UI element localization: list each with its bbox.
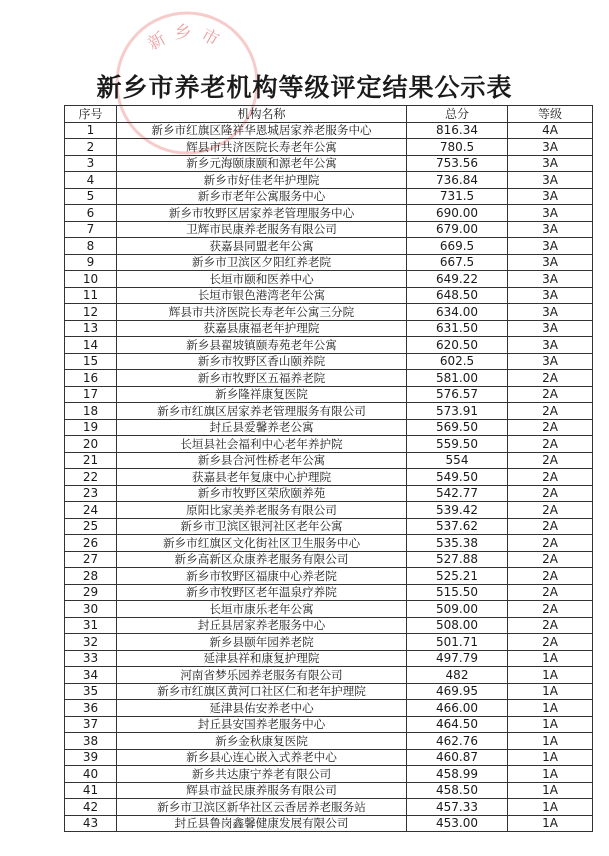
row-number: 35 [65,683,117,700]
total-score: 634.00 [407,304,508,321]
grade-level: 2A [508,452,593,469]
row-number: 34 [65,667,117,684]
table-row [65,683,593,700]
total-score: 816.34 [407,122,508,139]
total-score: 690.00 [407,205,508,222]
total-score: 559.50 [407,436,508,453]
grade-level: 1A [508,766,593,783]
table-row [65,320,593,337]
institution-name: 新乡市红旗区黄河口社区仁和老年护理院 [117,683,407,700]
row-number: 37 [65,716,117,733]
institution-name: 长垣市颐和医养中心 [117,271,407,288]
row-number: 18 [65,403,117,420]
row-number: 23 [65,485,117,502]
institution-name: 卫辉市民康养老服务有限公司 [117,221,407,238]
table-row [65,568,593,585]
institution-name: 新乡隆祥康复医院 [117,386,407,403]
table-header-row [65,106,593,123]
row-number: 14 [65,337,117,354]
table-row [65,221,593,238]
grade-level: 2A [508,617,593,634]
row-number: 6 [65,205,117,222]
grade-level: 2A [508,419,593,436]
institution-name: 新乡市卫滨区夕阳红养老院 [117,254,407,271]
institution-name: 辉县市共济医院长寿老年公寓 [117,139,407,156]
row-number: 40 [65,766,117,783]
total-score: 497.79 [407,650,508,667]
page-title: 新乡市养老机构等级评定结果公示表 [96,73,513,102]
institution-name: 长垣市康乐老年公寓 [117,601,407,618]
institution-name: 河南省梦乐园养老服务有限公司 [117,667,407,684]
institution-name: 长垣县社会福利中心老年养护院 [117,436,407,453]
total-score: 542.77 [407,485,508,502]
table-row [65,452,593,469]
grade-level: 3A [508,172,593,189]
grade-level: 3A [508,205,593,222]
table-row [65,337,593,354]
total-score: 780.5 [407,139,508,156]
grade-level: 1A [508,733,593,750]
grade-level: 3A [508,254,593,271]
total-score: 469.95 [407,683,508,700]
table-row [65,634,593,651]
total-score: 460.87 [407,749,508,766]
total-score: 537.62 [407,518,508,535]
total-score: 458.99 [407,766,508,783]
row-number: 11 [65,287,117,304]
grade-level: 1A [508,815,593,832]
grade-level: 2A [508,485,593,502]
grade-level: 1A [508,749,593,766]
total-score: 535.38 [407,535,508,552]
institution-name: 延津县祥和康复护理院 [117,650,407,667]
grade-level: 2A [508,601,593,618]
total-score: 453.00 [407,815,508,832]
grade-level: 1A [508,700,593,717]
total-score: 620.50 [407,337,508,354]
table-row [65,716,593,733]
grade-level: 2A [508,551,593,568]
table-row [65,815,593,832]
table-row [65,667,593,684]
row-number: 10 [65,271,117,288]
institution-name: 新乡市牧野区福康中心养老院 [117,568,407,585]
table-row [65,551,593,568]
total-score: 631.50 [407,320,508,337]
institution-name: 新乡市牧野区荣欣颐养苑 [117,485,407,502]
total-score: 462.76 [407,733,508,750]
table-row [65,799,593,816]
row-number: 43 [65,815,117,832]
table-row [65,584,593,601]
table-row [65,502,593,519]
grade-level: 2A [508,403,593,420]
grade-level: 1A [508,782,593,799]
institution-name: 新乡市好佳老年护理院 [117,172,407,189]
row-number: 28 [65,568,117,585]
table-row [65,238,593,255]
seal-text: 新乡市 [144,23,230,55]
table-row [65,172,593,189]
total-score: 525.21 [407,568,508,585]
total-score: 731.5 [407,188,508,205]
total-score: 501.71 [407,634,508,651]
row-number: 22 [65,469,117,486]
total-score: 753.56 [407,155,508,172]
grade-level: 1A [508,716,593,733]
svg-text:新乡市 [145,23,229,55]
table-row [65,419,593,436]
table-row [65,700,593,717]
row-number: 3 [65,155,117,172]
table-row [65,271,593,288]
institution-name: 新乡共达康宁养老有限公司 [117,766,407,783]
row-number: 31 [65,617,117,634]
institution-name: 新乡县翟坡镇颐寿苑老年公寓 [117,337,407,354]
institution-name: 新乡高新区众康养老服务有限公司 [117,551,407,568]
institution-name: 新乡市卫滨区银河社区老年公寓 [117,518,407,535]
row-number: 4 [65,172,117,189]
table-row [65,749,593,766]
table-row [65,485,593,502]
total-score: 602.5 [407,353,508,370]
grade-level: 2A [508,518,593,535]
total-score: 679.00 [407,221,508,238]
table-row [65,436,593,453]
institution-name: 封丘县鲁岗鑫馨健康发展有限公司 [117,815,407,832]
row-number: 5 [65,188,117,205]
total-score: 482 [407,667,508,684]
row-number: 20 [65,436,117,453]
institution-name: 长垣市银色港湾老年公寓 [117,287,407,304]
institution-name: 获嘉县同盟老年公寓 [117,238,407,255]
grade-level: 2A [508,370,593,387]
total-score: 509.00 [407,601,508,618]
grade-level: 4A [508,122,593,139]
row-number: 7 [65,221,117,238]
institution-name: 新乡市红旗区居家养老管理服务有限公司 [117,403,407,420]
institution-name: 新乡市老年公寓服务中心 [117,188,407,205]
total-score: 457.33 [407,799,508,816]
total-score: 554 [407,452,508,469]
table-row [65,139,593,156]
header-name: 机构名称 [117,106,407,123]
row-number: 15 [65,353,117,370]
row-number: 25 [65,518,117,535]
table-row [65,617,593,634]
total-score: 649.22 [407,271,508,288]
table-row [65,287,593,304]
total-score: 515.50 [407,584,508,601]
grade-level: 3A [508,188,593,205]
row-number: 39 [65,749,117,766]
grade-level: 3A [508,320,593,337]
grade-level: 2A [508,386,593,403]
total-score: 466.00 [407,700,508,717]
table-row [65,370,593,387]
institution-name: 封丘县安国养老服务中心 [117,716,407,733]
row-number: 8 [65,238,117,255]
institution-name: 新乡县心连心嵌入式养老中心 [117,749,407,766]
institution-name: 新乡市卫滨区新华社区云香居养老服务站 [117,799,407,816]
institution-name: 封丘县居家养老服务中心 [117,617,407,634]
grade-level: 3A [508,271,593,288]
grade-level: 1A [508,683,593,700]
row-number: 41 [65,782,117,799]
institution-name: 原阳比家美养老服务有限公司 [117,502,407,519]
table-row [65,122,593,139]
row-number: 33 [65,650,117,667]
row-number: 38 [65,733,117,750]
total-score: 736.84 [407,172,508,189]
institution-name: 辉县市共济医院长寿老年公寓三分院 [117,304,407,321]
grade-level: 3A [508,221,593,238]
grade-level: 2A [508,584,593,601]
row-number: 32 [65,634,117,651]
grade-level: 3A [508,287,593,304]
total-score: 576.57 [407,386,508,403]
grade-level: 3A [508,238,593,255]
table-row [65,304,593,321]
total-score: 667.5 [407,254,508,271]
grade-level: 3A [508,337,593,354]
table-row [65,650,593,667]
grade-level: 2A [508,469,593,486]
institution-name: 新乡市红旗区文化街社区卫生服务中心 [117,535,407,552]
grade-level: 1A [508,667,593,684]
grade-level: 1A [508,650,593,667]
table-row [65,254,593,271]
table-row [65,188,593,205]
grade-level: 1A [508,799,593,816]
institution-name: 新乡县合河性桥老年公寓 [117,452,407,469]
institution-name: 新乡市牧野区老年温泉疗养院 [117,584,407,601]
grade-level: 2A [508,436,593,453]
row-number: 30 [65,601,117,618]
row-number: 1 [65,122,117,139]
institution-name: 新乡市牧野区香山颐养院 [117,353,407,370]
table-row [65,353,593,370]
grade-level: 3A [508,353,593,370]
total-score: 549.50 [407,469,508,486]
institution-name: 辉县市益民康养服务有限公司 [117,782,407,799]
institution-name: 新乡县颐年园养老院 [117,634,407,651]
grade-level: 2A [508,568,593,585]
total-score: 581.00 [407,370,508,387]
row-number: 29 [65,584,117,601]
row-number: 27 [65,551,117,568]
row-number: 13 [65,320,117,337]
table-row [65,733,593,750]
grade-level: 3A [508,139,593,156]
table-row [65,469,593,486]
grade-level: 2A [508,502,593,519]
grade-level: 3A [508,155,593,172]
table-body [65,122,593,832]
results-table [64,105,593,832]
row-number: 12 [65,304,117,321]
institution-name: 新乡市牧野区五福养老院 [117,370,407,387]
row-number: 42 [65,799,117,816]
institution-name: 获嘉县老年复康中心护理院 [117,469,407,486]
total-score: 569.50 [407,419,508,436]
table-row [65,766,593,783]
header-no: 序号 [65,106,117,123]
total-score: 648.50 [407,287,508,304]
row-number: 9 [65,254,117,271]
grade-level: 2A [508,535,593,552]
header-score: 总分 [407,106,508,123]
table-row [65,205,593,222]
total-score: 539.42 [407,502,508,519]
total-score: 458.50 [407,782,508,799]
row-number: 26 [65,535,117,552]
institution-name: 延津县佑安养老中心 [117,700,407,717]
row-number: 21 [65,452,117,469]
table-row [65,535,593,552]
institution-name: 新乡市红旗区隆祥华恩城居家养老服务中心 [117,122,407,139]
table-row [65,155,593,172]
total-score: 573.91 [407,403,508,420]
grade-level: 3A [508,304,593,321]
header-grade: 等级 [508,106,593,123]
row-number: 19 [65,419,117,436]
row-number: 16 [65,370,117,387]
row-number: 36 [65,700,117,717]
total-score: 508.00 [407,617,508,634]
institution-name: 新乡金秋康复医院 [117,733,407,750]
institution-name: 封丘县爱馨养老公寓 [117,419,407,436]
table-row [65,403,593,420]
table-row [65,518,593,535]
institution-name: 新乡市牧野区居家养老管理服务中心 [117,205,407,222]
row-number: 2 [65,139,117,156]
institution-name: 新乡元海颐康颐和源老年公寓 [117,155,407,172]
institution-name: 获嘉县康福老年护理院 [117,320,407,337]
total-score: 527.88 [407,551,508,568]
table-row [65,601,593,618]
total-score: 464.50 [407,716,508,733]
table-row [65,386,593,403]
total-score: 669.5 [407,238,508,255]
row-number: 24 [65,502,117,519]
table-row [65,782,593,799]
grade-level: 2A [508,634,593,651]
row-number: 17 [65,386,117,403]
